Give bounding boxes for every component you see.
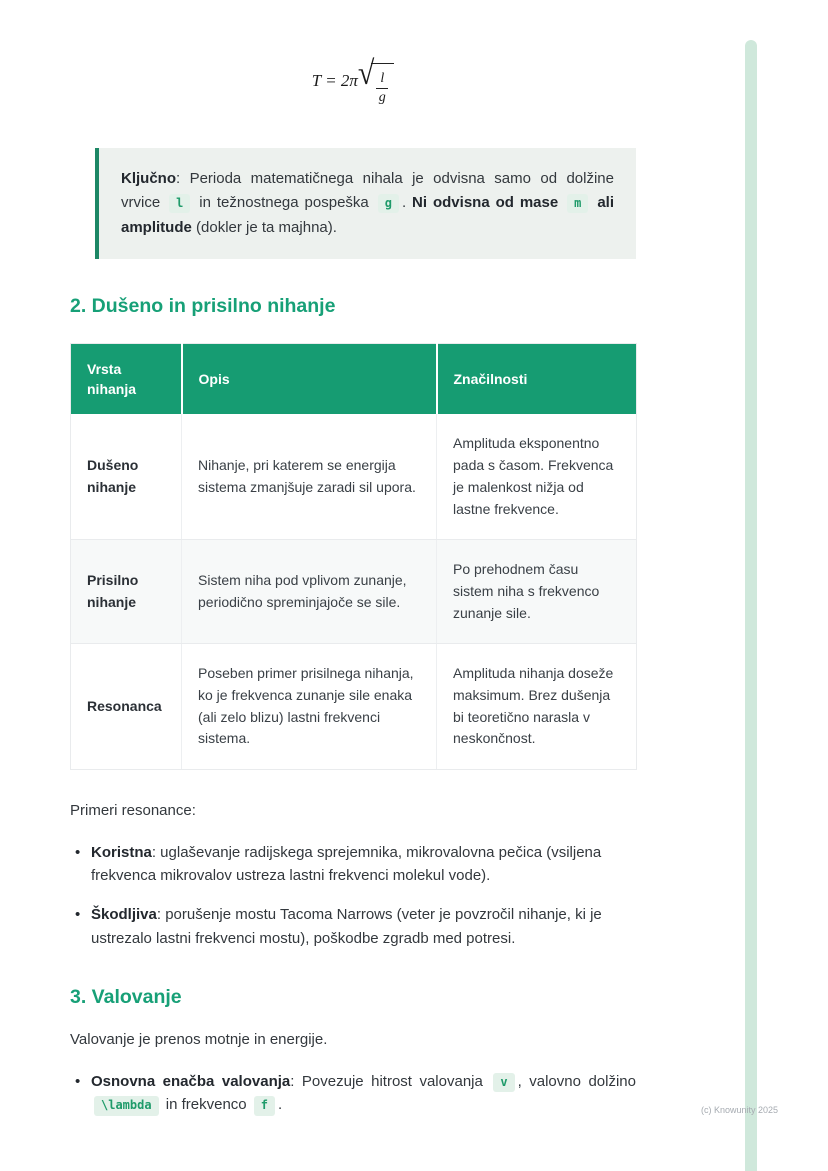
resonance-intro: Primeri resonance: bbox=[70, 802, 196, 820]
row-opis: Nihanje, pri katerem se energija sistema zmanjšuje zaradi sil upora. bbox=[182, 414, 437, 539]
math-expression bbox=[311, 54, 394, 106]
bullet-lead: Osnovna enačba valovanja bbox=[91, 1072, 291, 1090]
inline-code-v: v bbox=[493, 1073, 514, 1092]
list-item bbox=[70, 1070, 636, 1117]
row-opis: Sistem niha pod vplivom zunanje, periodično spreminjajoče se sile. bbox=[182, 540, 437, 644]
callout-lead: Ključno bbox=[121, 170, 176, 187]
row-znacilnosti: Amplituda nihanja doseže maksimum. Brez dušenja bi teoretično narasla v neskončnost. bbox=[437, 644, 637, 770]
list-item bbox=[70, 841, 636, 888]
callout-bold: ali amplitude bbox=[121, 194, 615, 236]
equals-sign: = bbox=[326, 71, 336, 91]
bullet-text: : porušenje mostu Tacoma Narrows (veter je povzročil nihanje, ki je ustrezalo lastni frekvenci mostu), poškodbe zgradb med potresi. bbox=[91, 905, 602, 947]
inline-code-m: m bbox=[567, 194, 588, 213]
column-header-vrsta: Vrsta nihanja bbox=[71, 343, 182, 414]
section-heading-3: 3. Valovanje bbox=[70, 986, 182, 1009]
bullet-text: : uglaševanje radijskega sprejemnika, mikrovalovna pečica (vsiljena frekvenca mikrovalov ustreza lastni frekvenci molekul vode). bbox=[91, 843, 602, 885]
callout-text: : Perioda matematičnega nihala je odvisna samo od dolžine vrvice bbox=[121, 170, 614, 212]
row-opis: Poseben primer prisilnega nihanja, ko je frekvenca zunanje sile enaka (ali zelo blizu) lastni frekvenci sistema. bbox=[182, 644, 437, 770]
callout-text: (dokler je ta majhna). bbox=[196, 218, 337, 236]
copyright-watermark: (c) Knowunity 2025 bbox=[700, 1105, 778, 1115]
page-content bbox=[70, 42, 636, 1132]
section-heading-2: 2. Dušeno in prisilno nihanje bbox=[70, 294, 336, 317]
row-znacilnosti: Po prehodnem času sistem niha s frekvenco zunanje sile. bbox=[437, 540, 637, 644]
radical-sign: √ bbox=[357, 54, 375, 92]
fraction bbox=[376, 71, 388, 106]
column-header-znacilnosti: Značilnosti bbox=[437, 343, 637, 414]
radicand bbox=[371, 63, 394, 106]
callout-bold: Ni odvisna od mase bbox=[412, 194, 559, 212]
bullet-lead: Škodljiva bbox=[91, 905, 157, 923]
inline-code-l: l bbox=[169, 194, 190, 213]
oscillation-types-table bbox=[70, 343, 637, 770]
bullet-text: in frekvenco bbox=[165, 1096, 247, 1114]
square-root bbox=[357, 54, 394, 106]
row-znacilnosti: Amplituda eksponentno pada s časom. Frekvenca je malenkost nižja od lastne frekvence. bbox=[437, 414, 637, 539]
row-name: Prisilno nihanje bbox=[71, 540, 182, 644]
key-point-callout bbox=[95, 148, 636, 259]
table-row bbox=[71, 414, 637, 539]
bullet-lead: Koristna bbox=[91, 843, 152, 861]
inline-code-lambda: \lambda bbox=[94, 1096, 159, 1115]
bullet-text: : Povezuje hitrost valovanja bbox=[290, 1072, 483, 1090]
row-name: Resonanca bbox=[71, 644, 182, 770]
pendulum-period-formula bbox=[70, 42, 636, 106]
table-header-row bbox=[71, 343, 637, 414]
page-edge-decoration-bar bbox=[745, 40, 757, 1171]
bullet-text: . bbox=[278, 1096, 283, 1114]
callout-text: in težnostnega pospeška bbox=[199, 194, 369, 212]
waves-bullet-list bbox=[70, 1070, 636, 1117]
fraction-numerator: l bbox=[376, 71, 388, 89]
table-row bbox=[71, 540, 637, 644]
waves-intro: Valovanje je prenos motnje in energije. bbox=[70, 1031, 328, 1049]
column-header-opis: Opis bbox=[182, 343, 437, 414]
inline-code-g: g bbox=[378, 194, 399, 213]
list-item bbox=[70, 903, 636, 950]
callout-text: . bbox=[401, 194, 413, 212]
resonance-bullet-list bbox=[70, 841, 636, 951]
table-row bbox=[71, 644, 637, 770]
formula-lhs: T bbox=[311, 71, 322, 91]
bullet-text: , valovno dolžino bbox=[517, 1072, 636, 1090]
inline-code-f: f bbox=[254, 1096, 275, 1115]
fraction-denominator: g bbox=[378, 90, 386, 106]
formula-coefficient: 2π bbox=[340, 71, 358, 91]
row-name: Dušeno nihanje bbox=[71, 414, 182, 539]
